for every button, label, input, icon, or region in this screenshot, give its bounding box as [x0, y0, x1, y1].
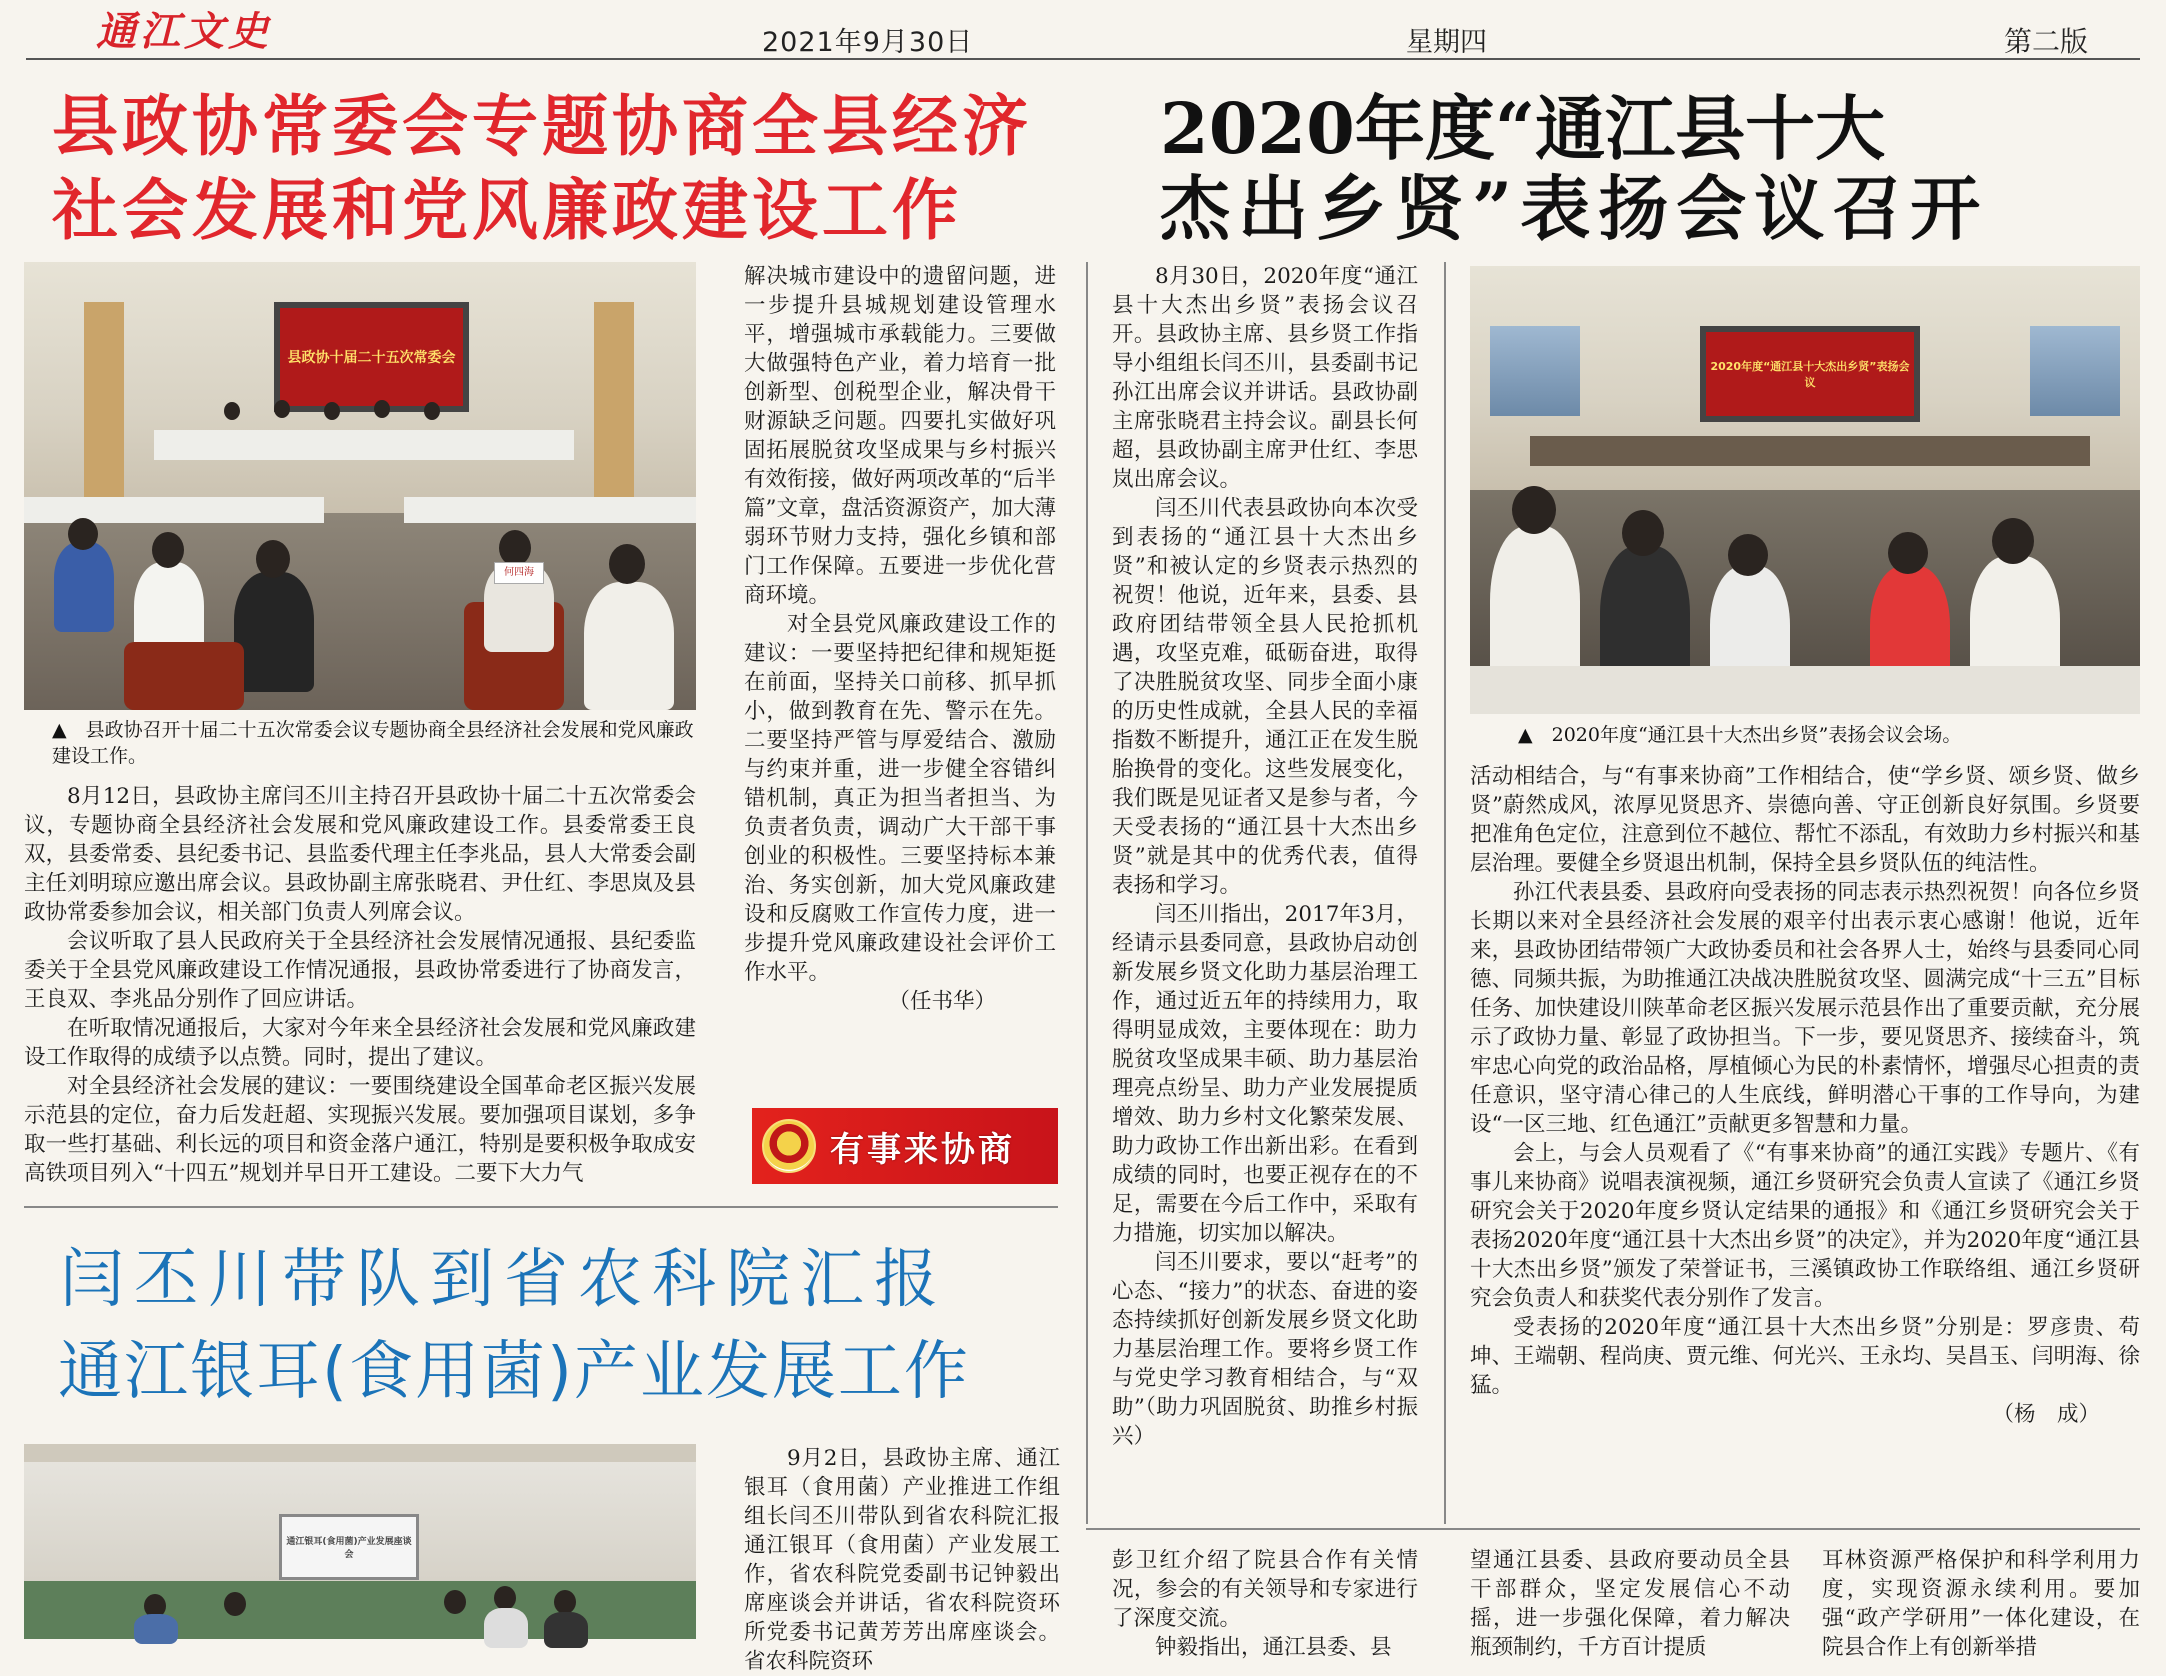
article2-paragraph: 孙江代表县委、县政府向受表扬的同志表示热烈祝贺！向各位乡贤长期以来对全县经济社会发展的艰辛付出表示衷心感谢！他说，近年来，县政协团结带领广大政协委员和社会各界人士，始终与县委同心同德、同频共振，为助推通江决战决胜脱贫攻坚、圆满完成“十三五”目标任务、加快建设川陕革命老区振兴发展示范县作出了重要贡献，充分展示了政协力量、彰显了政协担当。下一步，要见贤思齐、接续奋斗，筑牢忠心向党的政治品格，厚植倾心为民的朴素情怀，增强尽心担责的责任意识，坚守清心律己的人生底线，鲜明潜心干事的工作导向，为建设“一区三地、红色通江”贡献更多智慧和力量。 — [1470, 880, 2140, 1137]
article3-column2 — [1112, 1546, 1418, 1660]
article3-column1 — [744, 1444, 1060, 1674]
article1-byline: （任书华） — [888, 989, 996, 1014]
article3-column4 — [1822, 1546, 2140, 1660]
article1-paragraph: 在听取情况通报后，大家对今年来全县经济社会发展和党风廉政建设工作取得的成绩予以点赞。同时，提出了建议。 — [24, 1016, 696, 1070]
article2-photo-screen: 2020年度“通江县十大杰出乡贤”表扬会议 — [1700, 326, 1920, 422]
article2-paragraph: 闫丕川代表县政协向本次受到表扬的“通江县十大杰出乡贤”和被认定的乡贤表示热烈的祝贺！他说，近年来，县委、县政府团结带领全县人民抢抓机遇，攻坚克难，砥砺奋进，取得了决胜脱贫攻坚、同步全面小康的历史性成就，全县人民的幸福指数不断提升，通江正在发生脱胎换骨的变化。这些发展变化，我们既是见证者又是参与者，今天受表扬的“通江县十大杰出乡贤”就是其中的优秀代表，值得表扬和学习。 — [1112, 496, 1418, 898]
article3-title-line2: 通江银耳(食用菌)产业发展工作 — [58, 1335, 970, 1409]
article1-caption: ▲ 县政协召开十届二十五次常委会议专题协商全县经济社会发展和党风廉政建设工作。 — [52, 719, 694, 767]
article2-paragraph: 8月30日，2020年度“通江县十大杰出乡贤”表扬会议召开。县政协主席、县乡贤工作指导小组组长闫丕川，县委副书记孙江出席会议并讲话。县政协副主席张晓君主持会议。副县长何超，县政协副主席尹仕红、李思岚出席会议。 — [1112, 264, 1418, 492]
masthead-rule — [26, 58, 2140, 60]
section-divider — [1086, 1528, 2140, 1530]
consultation-banner — [752, 1108, 1058, 1184]
article2-paragraph: 活动相结合，与“有事来协商”工作相结合，使“学乡贤、颂乡贤、做乡贤”蔚然成风，浓厚见贤思齐、崇德向善、守正创新良好氛围。乡贤要把准角色定位，注意到位不越位、帮忙不添乱，有效助力乡村振兴和基层治理。要健全乡贤退出机制，保持全县乡贤队伍的纯洁性。 — [1470, 764, 2140, 876]
article1-title-line2: 社会发展和党风廉政建设工作 — [52, 171, 962, 249]
page-number: 第二版 — [2004, 25, 2089, 58]
article3-paragraph: 望通江县委、县政府要动员全县干部群众，坚定发展信心不动摇，进一步强化保障，着力解决瓶颈制约，千方百计提质 — [1470, 1548, 1790, 1660]
article2-paragraph: 受表扬的2020年度“通江县十大杰出乡贤”分别是：罗彦贵、苟坤、王端朝、程尚庚、贾元维、何光兴、王永均、吴昌玉、闫明海、徐 猛。 — [1470, 1315, 2162, 1398]
article2-photo — [1470, 266, 2140, 714]
article1-photo-nameplate: 何四海 — [494, 562, 544, 584]
article3-photo — [24, 1444, 696, 1639]
article1-column1 — [24, 782, 696, 1192]
column-divider — [1444, 262, 1446, 1524]
article2-paragraph: 闫丕川指出，2017年3月，经请示县委同意，县政协启动创新发展乡贤文化助力基层治理工作，通过近五年的持续用力，取得明显成效，主要体现在：助力脱贫攻坚成果丰硕、助力基层治理亮点纷呈、助力产业发展提质增效、助力乡村文化繁荣发展、助力政协工作出新出彩。在看到成绩的同时，也要正视存在的不足，需要在今后工作中，采取有力措施，切实加以解决。 — [1112, 902, 1418, 1246]
article2-paragraph: 会上，与会人员观看了《“有事来协商”的通江实践》专题片、《有事儿来协商》说唱表演视频，通江乡贤研究会负责人宣读了《通江乡贤研究会关于2020年度乡贤认定结果的通报》和《通江乡贤研究会关于表扬2020年度“通江县十大杰出乡贤”的决定》，并为2020年度“通江县十大杰出乡贤”颁发了荣誉证书，三溪镇政协工作联络组、通江乡贤研究会负责人和获奖代表分别作了发言。 — [1470, 1141, 2140, 1311]
column-divider — [1086, 262, 1088, 1524]
banner-text: 有事来协商 — [830, 1129, 1015, 1170]
article1-paragraph: 对全县党风廉政建设工作的建议：一要坚持把纪律和规矩挺在前面，坚持关口前移、抓早抓小，做到教育在先、警示在先。二要坚持严管与厚爱结合、激励与约束并重，进一步健全容错纠错机制，真正为担当者担当、为负责者负责，调动广大干部干事创业的积极性。三要坚持标本兼治、务实创新，加大党风廉政建设和反腐败工作宣传力度，进一步提升党风廉政建设社会评价工作水平。 — [744, 612, 1056, 985]
article1-paragraph: 会议听取了县人民政府关于全县经济社会发展情况通报、县纪委监委关于全县党风廉政建设工作情况通报，县政协常委进行了协商发言，王良双、李兆品分别作了回应讲话。 — [24, 929, 696, 1012]
issue-weekday: 星期四 — [1406, 27, 1487, 58]
article2-byline: （杨 成） — [1992, 1402, 2100, 1427]
cppcc-emblem-icon — [762, 1119, 816, 1173]
article1-column2 — [744, 262, 1056, 1102]
article2-column1 — [1112, 262, 1418, 1524]
article1-photo-screen: 县政协十届二十五次常委会 — [274, 302, 469, 412]
article1-title-line1: 县政协常委会专题协商全县经济 — [52, 87, 1032, 165]
article3-paragraph: 耳林资源严格保护和科学利用力度，实现资源永续利用。要加强“政产学研用”一体化建设，在院县合作上有创新举措 — [1822, 1548, 2140, 1660]
article3-paragraph: 9月2日，县政协主席、通江银耳（食用菌）产业推进工作组组长闫丕川带队到省农科院汇报通江银耳（食用菌）产业发展工作，省农科院党委副书记钟毅出席座谈会并讲话，省农科院资环所党委书记黄芳芳出席座谈会。省农科院资环 — [744, 1446, 1060, 1674]
section-divider — [24, 1206, 1058, 1208]
article2-column2 — [1470, 762, 2162, 1522]
article1-paragraph: 8月12日，县政协主席闫丕川主持召开县政协十届二十五次常委会议，专题协商全县经济社会发展和党风廉政建设工作。县委常委王良双，县委常委、县纪委书记、县监委代理主任李兆品，县人大常委会副主任刘明琼应邀出席会议。县政协副主席张晓君、尹仕红、李思岚及县政协常委参加会议，相关部门负责人列席会议。 — [24, 784, 696, 925]
article2-paragraph: 闫丕川要求，要以“赶考”的心态、“接力”的状态、奋进的姿态持续抓好创新发展乡贤文化助力基层治理工作。要将乡贤工作与党史学习教育相结合，与“双助”（助力巩固脱贫、助推乡村振兴） — [1112, 1250, 1418, 1449]
article3-title-line1: 闫丕川带队到省农科院汇报 — [60, 1243, 948, 1317]
article1-photo — [24, 262, 696, 710]
article3-photo-screen: 通江银耳(食用菌)产业发展座谈会 — [279, 1514, 419, 1580]
article3-column3 — [1470, 1546, 1790, 1660]
article3-paragraph: 钟毅指出，通江县委、县 — [1155, 1635, 1392, 1660]
article2-title-line1: 2020年度“通江县十大 — [1160, 87, 1886, 170]
article1-paragraph: 解决城市建设中的遗留问题，进一步提升县城规划建设管理水平，增强城市承载能力。三要做大做强特色产业，着力培育一批创新型、创税型企业，解决骨干财源缺乏问题。四要扎实做好巩固拓展脱贫攻坚成果与乡村振兴有效衔接，做好两项改革的“后半篇”文章，盘活资源资产，加大薄弱环节财力支持，强化乡镇和部门工作保障。五要进一步优化营商环境。 — [744, 264, 1056, 608]
issue-date: 2021年9月30日 — [762, 27, 974, 58]
article1-paragraph: 对全县经济社会发展的建议：一要围绕建设全国革命老区振兴发展示范县的定位，奋力后发赶超、实现振兴发展。要加强项目谋划，多争取一些打基础、利长远的项目和资金落户通江，特别是要积极争取成安高铁项目列入“十四五”规划并早日开工建设。二要下大力气 — [24, 1074, 696, 1186]
article3-paragraph: 彭卫红介绍了院县合作有关情况，参会的有关领导和专家进行了深度交流。 — [1112, 1548, 1418, 1631]
article2-caption: ▲ 2020年度“通江县十大杰出乡贤”表扬会议会场。 — [1518, 724, 1962, 746]
article2-title-line2: 杰出乡贤”表扬会议召开 — [1160, 167, 1989, 250]
masthead-logo: 通江文史 — [96, 8, 272, 55]
